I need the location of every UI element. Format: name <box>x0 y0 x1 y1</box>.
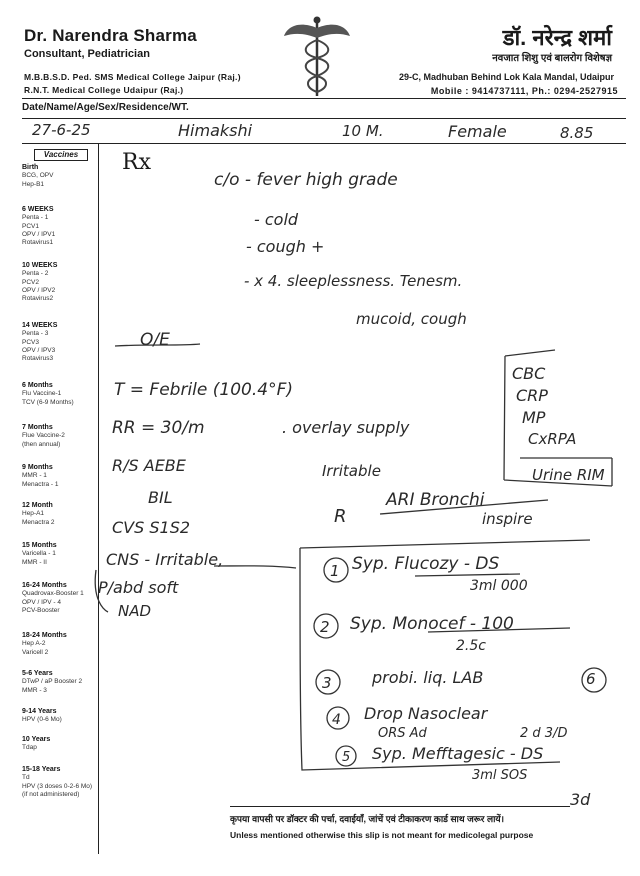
qualification-line-2: R.N.T. Medical College Udaipur (Raj.) <box>24 85 184 95</box>
vaccine-item: OPV / IPV2 <box>22 286 56 294</box>
vaccine-item: Rotavirus3 <box>22 355 54 363</box>
contact-numbers: Mobile : 9414737111, Ph.: 0294-2527915 <box>430 86 618 96</box>
hw-date: 27-6-25 <box>32 121 91 139</box>
vaccine-item: PCV3 <box>22 338 39 346</box>
hw-p-note: NAD <box>118 602 152 620</box>
vaccine-item: Hep-B1 <box>22 180 45 188</box>
hw-inv-crp: CRP <box>516 386 548 405</box>
hw-diagnosis: ARI Bronchi <box>386 490 485 510</box>
vaccine-group-heading: 9 Months <box>22 464 53 471</box>
vaccine-item: MMR - 3 <box>22 686 47 694</box>
hw-med-2-number: 2 <box>320 618 330 636</box>
hw-temp: T = Febrile (100.4°F) <box>114 380 293 400</box>
vaccine-item: BCG, OPV <box>22 172 54 180</box>
doctor-name-hindi: डॉ. नरेन्द्र शर्मा <box>502 25 612 50</box>
vaccine-item: MMR - 1 <box>22 472 47 480</box>
hw-resp-rate: RR = 30/m <box>112 418 205 438</box>
vaccine-group-heading: 15 Months <box>22 542 57 549</box>
hw-med-3-number: 3 <box>322 674 332 692</box>
vaccine-group-heading: 15-18 Years <box>22 766 61 773</box>
hw-symptom-4: mucoid, cough <box>356 310 467 328</box>
hw-p-abd: P/abd soft <box>98 578 179 597</box>
hw-med-1: Syp. Flucozy - DS <box>352 554 500 574</box>
hw-med-3-dose: 6 <box>586 670 596 688</box>
vaccine-item: HPV (0-6 Mo) <box>22 716 62 724</box>
hw-rs: R/S AEBE <box>112 456 186 475</box>
hw-inv-urine: Urine RIM <box>532 466 605 484</box>
hw-med-2-dose: 2.5c <box>456 638 486 654</box>
qualification-line-1: M.B.B.S.D. Ped. SMS Medical College Jaipur (Raj.) <box>24 72 241 82</box>
hw-med-4b: ORS Ad <box>378 726 427 741</box>
hw-weight: 8.85 <box>560 124 594 142</box>
vaccine-item: Varicell 2 <box>22 648 49 656</box>
vaccine-item: (then annual) <box>22 440 61 448</box>
doctor-name: Dr. Narendra Sharma <box>24 26 197 45</box>
oe-underline <box>115 344 200 346</box>
hw-med-5: Syp. Mefftagesic - DS <box>372 744 544 763</box>
vaccine-item: OPV / IPV - 4 <box>22 598 62 606</box>
hw-symptom-3: - x 4. sleeplessness. Tenesm. <box>244 272 463 290</box>
diagnosis-underline <box>380 500 548 514</box>
vaccine-item: PCV1 <box>22 222 39 230</box>
hw-symptom-2: - cough + <box>246 237 325 256</box>
vaccine-group-heading: Birth <box>22 164 39 171</box>
vaccine-item: PCV2 <box>22 278 39 286</box>
hw-med-1-dose: 3ml 000 <box>470 578 528 594</box>
vaccine-item: Menactra - 1 <box>22 480 59 488</box>
vaccine-item: Hep A-2 <box>22 640 46 648</box>
hw-med-2: Syp. Monocef - 100 <box>350 614 514 634</box>
hw-followup: 3d <box>570 790 591 809</box>
vaccine-item: Flu Vaccine-1 <box>22 390 62 398</box>
vaccine-item: MMR - II <box>22 558 47 566</box>
hw-overlay-note: . overlay supply <box>282 418 410 437</box>
vaccine-item: Penta - 1 <box>22 214 49 222</box>
doctor-role: Consultant, Pediatrician <box>24 48 150 60</box>
hw-inv-cxr: CxRPA <box>528 430 577 448</box>
vaccine-item: OPV / IPV1 <box>22 230 56 238</box>
vaccine-item: Hep-A1 <box>22 510 45 518</box>
vaccine-item: Rotavirus1 <box>22 239 54 247</box>
hw-sex: Female <box>448 122 507 141</box>
hw-cns: CNS - Irritable, <box>106 550 224 569</box>
patient-info-label: Date/Name/Age/Sex/Residence/WT. <box>22 102 189 113</box>
vaccine-group-heading: 10 WEEKS <box>22 262 58 269</box>
vaccine-group-heading: 6 WEEKS <box>22 206 54 213</box>
hw-symptom-1: - cold <box>254 210 299 229</box>
hw-patient-name: Himakshi <box>178 121 253 140</box>
hw-irritable: Irritable <box>322 462 381 480</box>
vaccine-group-heading: 7 Months <box>22 424 53 431</box>
hw-inspire: inspire <box>482 510 533 528</box>
vaccine-group-heading: 5-6 Years <box>22 670 53 677</box>
vaccine-item: Penta - 3 <box>22 330 49 338</box>
vaccine-item: Menactra 2 <box>22 518 55 526</box>
footer-english-note: Unless mentioned otherwise this slip is not meant for medicolegal purpose <box>230 830 534 840</box>
hw-age: 10 M. <box>342 122 384 140</box>
vaccine-item: OPV / IPV3 <box>22 346 56 354</box>
vaccine-group-heading: 18-24 Months <box>22 632 67 639</box>
vaccine-item: (if not administered) <box>22 790 80 798</box>
hw-bil: BIL <box>148 488 173 507</box>
vaccine-group-heading: 12 Month <box>22 502 53 509</box>
hw-med-3: probi. liq. LAB <box>372 668 484 687</box>
hw-med-1-number: 1 <box>330 562 340 580</box>
vaccine-item: PCV-Booster <box>22 606 60 614</box>
vaccine-item: TCV (6-9 Months) <box>22 398 74 406</box>
vaccine-item: Flue Vaccine-2 <box>22 432 65 440</box>
vaccines-title: Vaccines <box>34 149 88 161</box>
vaccine-item: Tdap <box>22 744 37 752</box>
hw-rx-mark: R <box>334 506 347 527</box>
hw-oe: O/E <box>140 330 170 350</box>
hw-med-4c: 2 d 3/D <box>520 726 568 741</box>
vaccine-group-heading: 14 WEEKS <box>22 322 58 329</box>
hw-cvs: CVS S1S2 <box>112 518 191 537</box>
hw-med-5-dose: 3ml SOS <box>472 768 528 783</box>
vaccine-item: DTwP / aP Booster 2 <box>22 678 83 686</box>
hw-inv-cbc: CBC <box>512 364 546 383</box>
footer-hindi-note: कृपया वापसी पर डॉक्टर की पर्चा, दवाईयाँ, जांचें एवं टीकाकरण कार्ड साथ जरूर लायें। <box>230 814 505 824</box>
hw-med-5-number: 5 <box>342 750 351 765</box>
vaccine-item: Rotavirus2 <box>22 295 54 303</box>
footer-divider <box>230 806 570 807</box>
rx-symbol: Rx <box>122 150 151 175</box>
vaccine-item: Quadrovax-Booster 1 <box>22 590 84 598</box>
hw-med-4-number: 4 <box>332 712 341 728</box>
vaccine-item: Td <box>22 774 30 782</box>
hw-inv-mp: MP <box>522 408 546 427</box>
vaccine-group-heading: 16-24 Months <box>22 582 67 589</box>
clinic-address: 29-C, Madhuban Behind Lok Kala Mandal, Udaipur <box>398 72 614 82</box>
vaccine-group-heading: 6 Months <box>22 382 53 389</box>
specialty-hindi: नवजात शिशु एवं बालरोग विशेषज्ञ <box>492 53 612 64</box>
hw-med-4: Drop Nasoclear <box>364 704 488 723</box>
vaccine-item: HPV (3 doses 0-2-6 Mo) <box>22 782 93 790</box>
hw-complaint: c/o - fever high grade <box>214 170 398 190</box>
vaccine-item: Varicella - 1 <box>22 550 56 558</box>
vaccine-item: Penta - 2 <box>22 270 49 278</box>
vaccine-group-heading: 10 Years <box>22 736 51 743</box>
vaccine-group-heading: 9-14 Years <box>22 708 57 715</box>
